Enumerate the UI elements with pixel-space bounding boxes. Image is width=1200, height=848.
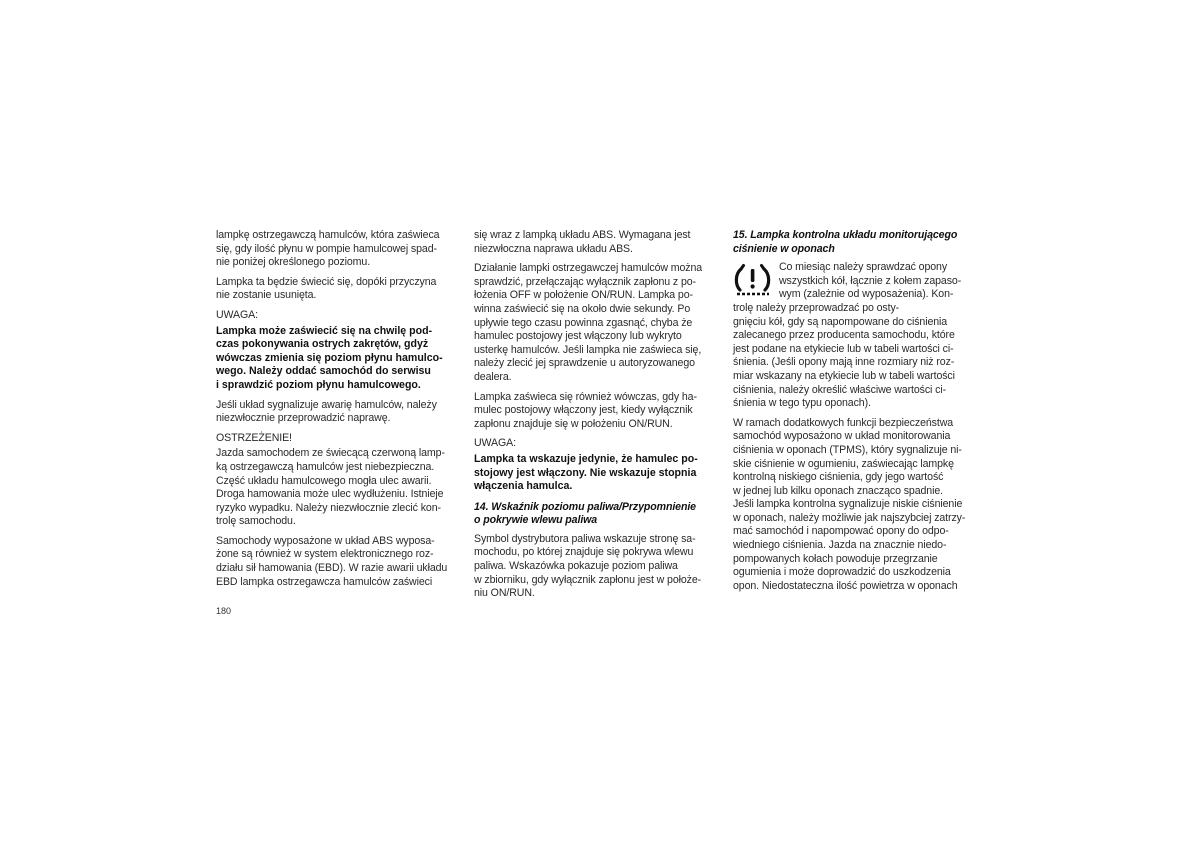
paragraph: Lampka zaświeca się również wówczas, gdy ha- mulec postojowy włączony jest, kiedy wyłącznik zapłonu znajduje się w położeniu ON/RUN. [474, 390, 697, 430]
warning-heading: UWAGA: [474, 437, 516, 450]
caution-heading: OSTRZEŻENIE! [216, 431, 292, 444]
paragraph: W ramach dodatkowych funkcji bezpieczeństwa samochód wyposażono w układ monitorowania ciśnienia w oponach (TPMS), który sygnalizuje ni- skie ciśnienie w ogumieniu, zaświecając lampkę kontrolną niskiego ciśnienia, gdy jego wartość w jednej lub kilku oponach znacząco spadnie. Jeśli lampka kontrolna sygnalizuje niskie ciśnienie w oponach, należy możliwie jak najszybciej zatrzy- mać samochód i napompować opony do odpo- wiedniego ciśnienia. Jazda na znacznie niedo- pompowanych kołach powoduje przegrzanie ogumienia i może doprowadzić do uszkodzenia opon. Niedostateczna ilość powietrza w oponach [733, 416, 966, 592]
column-left [216, 229, 449, 595]
warning-heading: UWAGA: [216, 308, 258, 321]
paragraph: się wraz z lampką układu ABS. Wymagana jest niezwłoczna naprawa układu ABS. [474, 229, 691, 255]
paragraph: Jazda samochodem ze świecącą czerwoną lamp- ką ostrzegawczą hamulców jest niebezpieczna. Część układu hamulcowego mogła ulec awarii. Droga hamowania może ulec wydłużeniu. Istnieje ryzyko wypadku. Należy niezwłocznie zlecić kon- trolę samochodu. [216, 447, 445, 528]
column-middle [474, 229, 707, 607]
paragraph: Co miesiąc należy sprawdzać opony wszystkich kół, łącznie z kołem zapaso- wym (zależnie od wyposażenia). Kon- trolę należy przeprowadzać po osty- gnięciu kół, gdy są napompowane do ciśnienia zalecanego przez producenta samochodu, które jest podane na etykiecie lub w tabeli wartości ci- śnienia. (Jeśli opony mają inne rozmiary niż roz- miar wskazany na etykiecie lub w tabeli wartości ciśnienia, należy określić właściwe wartości ci- śnienia w tego typu oponach). [733, 261, 962, 410]
column-right [733, 229, 966, 599]
section-15-title: 15. Lampka kontrolna układu monitorującego ciśnienie w oponach [733, 229, 958, 255]
warning-text: Lampka może zaświecić się na chwilę pod- czas pokonywania ostrych zakrętów, gdyż wówczas zmienia się poziom płynu hamulco- wego. Należy oddać samochód do serwisu i sprawdzić poziom płynu hamulcowego. [216, 324, 443, 391]
tire-pressure-warning-icon [732, 261, 776, 301]
page-number: 180 [216, 606, 232, 616]
section-14-title: 14. Wskaźnik poziomu paliwa/Przypomnienie o pokrywie wlewu paliwa [474, 500, 696, 527]
paragraph: lampkę ostrzegawczą hamulców, która zaświeca się, gdy ilość płynu w pompie hamulcowej spad- nie poniżej określonego poziomu. [216, 229, 440, 269]
warning-text: Lampka ta wskazuje jedynie, że hamulec po- stojowy jest włączony. Nie wskazuje stopnia włączenia hamulca. [474, 452, 698, 493]
paragraph: Samochody wyposażone w układ ABS wyposa- żone są również w system elektronicznego roz- działu sił hamowania (EBD). W razie awarii układu EBD lampka ostrzegawcza hamulców zaświeci [216, 534, 448, 588]
paragraph: Lampka ta będzie świecić się, dopóki przyczyna nie zostanie usunięta. [216, 275, 437, 302]
paragraph: Symbol dystrybutora paliwa wskazuje stronę sa- mochodu, po której znajduje się pokrywa wlewu paliwa. Wskazówka pokazuje poziom paliwa w zbiorniku, gdy wyłącznik zapłonu jest w położe- niu ON/RUN. [474, 532, 702, 600]
paragraph: Działanie lampki ostrzegawczej hamulców można sprawdzić, przełączając wyłącznik zapłonu z po- łożenia OFF w położenie ON/RUN. Lampka po- winna zaświecić się na około dwie sekundy. Po upływie tego czasu powinna zgasnąć, chyba że hamulec postojowy jest włączony lub wykryto usterkę hamulców. Jeśli lampka nie zaświeca się, należy zlecić jej sprawdzenie u autoryzowanego dealera. [474, 262, 703, 383]
paragraph: Jeśli układ sygnalizuje awarię hamulców, należy niezwłocznie przeprowadzić naprawę. [216, 398, 437, 425]
